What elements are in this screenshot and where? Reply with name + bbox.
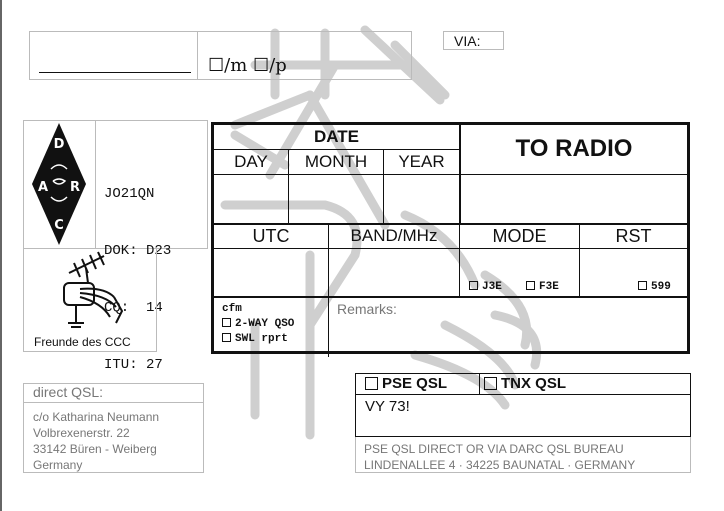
- date-labels-rule: [214, 174, 687, 175]
- logo-letter-d: D: [53, 137, 65, 152]
- qso-table: [211, 122, 690, 354]
- pse-qsl-option[interactable]: [365, 375, 447, 392]
- tnx-qsl-checkbox[interactable]: [484, 377, 497, 390]
- utc-label: UTC: [252, 226, 290, 246]
- two-way-qso-checkbox[interactable]: [222, 318, 231, 327]
- callsign-divider: [197, 32, 198, 79]
- logo-letter-c: C: [54, 218, 64, 233]
- pse-qsl-checkbox[interactable]: [365, 377, 378, 390]
- address-line-1: c/o Katharina Neumann: [33, 410, 160, 424]
- rst-label: RST: [615, 226, 652, 246]
- date-header: DATE: [313, 127, 359, 146]
- tnx-qsl-option[interactable]: [484, 375, 566, 392]
- via-box: [443, 31, 504, 50]
- bureau-footer: [364, 441, 635, 473]
- club-caption: Freunde des CCC: [34, 335, 131, 349]
- cfm-label: cfm: [222, 303, 242, 315]
- qsl-message: VY 73!: [365, 398, 410, 415]
- card-left-edge: [0, 0, 2, 511]
- utc-labels-rule: [214, 248, 687, 249]
- date-row-bottom-rule: [214, 223, 687, 225]
- mode-option-j3e[interactable]: [469, 281, 502, 293]
- date-header-rule: [214, 149, 459, 150]
- bureau-line-2: LINDENALLEE 4 · 34225 BAUNATAL · GERMANY: [364, 458, 636, 472]
- to-radio-title: TO RADIO: [515, 135, 633, 162]
- logo-letter-r: R: [69, 180, 81, 195]
- locator: JO21QN: [104, 186, 155, 202]
- band-label: BAND/MHz: [350, 226, 438, 245]
- rst-599-checkbox[interactable]: [638, 281, 647, 290]
- j3e-checkbox[interactable]: [469, 281, 478, 290]
- mode-option-f3e[interactable]: [526, 281, 559, 293]
- tnx-qsl-label: TNX QSL: [501, 375, 567, 392]
- qsl-request-box: [355, 373, 691, 437]
- callsign-box: [29, 31, 412, 80]
- cq-value: 14: [146, 300, 163, 316]
- cfm-option-2way[interactable]: [222, 317, 294, 332]
- bureau-line-1: PSE QSL DIRECT OR VIA DARC QSL BUREAU: [364, 442, 624, 456]
- two-way-qso-label: 2-WAY QSO: [235, 318, 295, 330]
- cfm-section: [222, 302, 294, 347]
- cq-label: CQ:: [104, 300, 130, 316]
- via-label: VIA:: [454, 33, 481, 49]
- dok-value: D23: [146, 243, 172, 259]
- operation-type: ☐/m ☐/p: [208, 55, 287, 76]
- dok-label: DOK:: [104, 243, 138, 259]
- cfm-option-swl[interactable]: [222, 332, 294, 347]
- swl-rprt-label: SWL rprt: [235, 333, 288, 345]
- pse-qsl-label: PSE QSL: [382, 375, 448, 392]
- qsl-request-rule: [356, 394, 690, 395]
- swl-rprt-checkbox[interactable]: [222, 333, 231, 342]
- rst-599-label: 599: [651, 281, 671, 293]
- day-label: DAY: [234, 152, 268, 171]
- direct-qsl-rule: [24, 402, 203, 403]
- remarks-label: Remarks:: [337, 301, 397, 317]
- itu-value: 27: [146, 357, 163, 373]
- mode-label: MODE: [492, 226, 547, 246]
- callsign-line: [39, 72, 191, 73]
- utc-row-bottom-rule: [214, 296, 687, 298]
- f3e-checkbox[interactable]: [526, 281, 535, 290]
- j3e-label: J3E: [482, 281, 502, 293]
- qsl-request-divider: [479, 374, 480, 394]
- club-box: [23, 249, 157, 352]
- address-line-2: Volbrexenerstr. 22: [33, 426, 130, 440]
- darc-logo: [29, 121, 89, 248]
- direct-qsl-title: direct QSL:: [33, 384, 104, 400]
- address-line-3: 33142 Büren - Weiberg: [33, 442, 157, 456]
- direct-qsl-address: [33, 409, 159, 473]
- address-line-4: Germany: [33, 458, 83, 472]
- year-label: YEAR: [398, 152, 445, 171]
- antenna-radio-icon: [54, 251, 134, 333]
- itu-label: ITU:: [104, 357, 147, 373]
- rst-option-599[interactable]: [638, 281, 671, 293]
- bureau-footer-box: [355, 437, 691, 473]
- month-label: MONTH: [304, 152, 368, 171]
- logo-letter-a: A: [37, 180, 49, 195]
- itu-row: [104, 356, 171, 375]
- station-info-divider: [95, 121, 96, 248]
- f3e-label: F3E: [539, 281, 559, 293]
- direct-qsl-box: [23, 383, 204, 473]
